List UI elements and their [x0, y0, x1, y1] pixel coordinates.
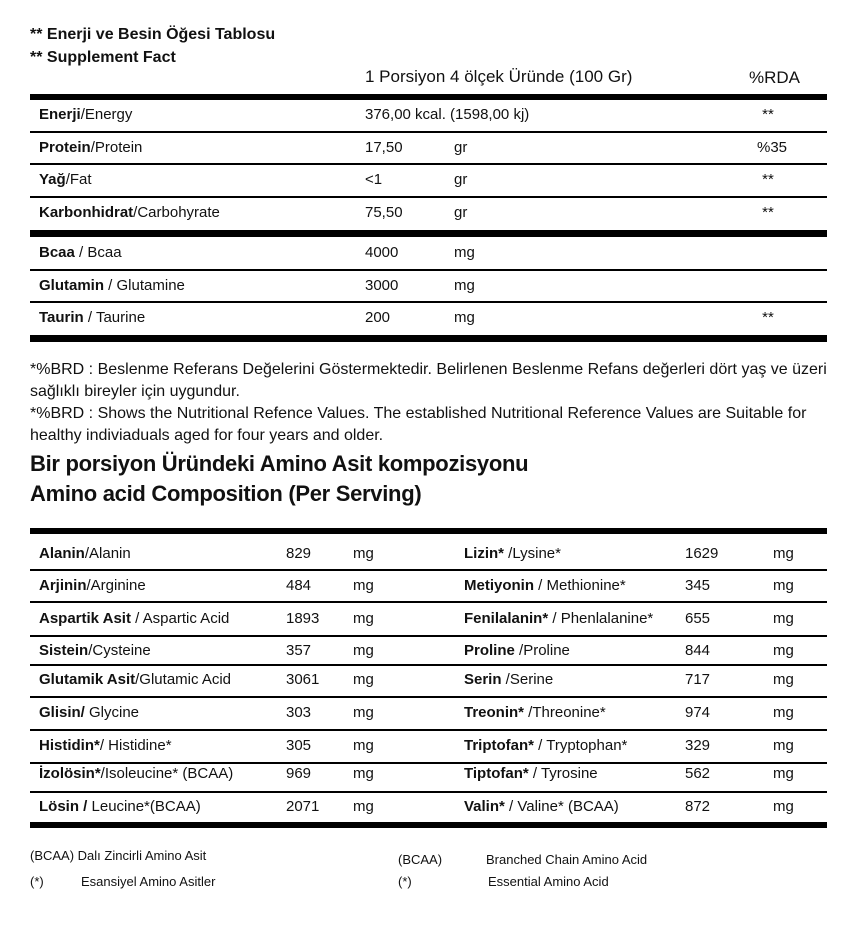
serving-column-header: 1 Porsiyon 4 ölçek Üründe (100 Gr) [365, 67, 633, 86]
amino-left-row-name-bold: Histidin* [39, 737, 100, 754]
amino-right-unit: mg [773, 798, 794, 815]
amino-right-row-name-rest: / Valine* (BCAA) [504, 798, 619, 815]
amino-left-row-name-rest: / Histidine* [99, 737, 172, 754]
amino-right-row-name-rest: /Lysine* [504, 545, 561, 562]
nutrition-rda: ** [762, 204, 774, 221]
nutrition-row-name-bold: Glutamin [39, 277, 105, 294]
divider [30, 335, 827, 342]
note-en: *%BRD : Shows the Nutritional Refence Values. The established Nutritional Reference Values are Suitable for healthy indiviaduals aged for four years and older. [30, 405, 807, 444]
divider [30, 569, 827, 571]
amino-left-row-name-bold: Aspartik Asit [39, 610, 131, 627]
amino-right-value: 655 [685, 610, 711, 627]
footer-bcaa-abbr-en: (BCAA) [398, 852, 443, 867]
divider [30, 230, 827, 237]
nutrition-row-name [39, 139, 142, 156]
footer-bcaa-en: Branched Chain Amino Acid [486, 852, 648, 867]
amino-right-row-name-rest: / Tyrosine [528, 765, 598, 782]
nutrition-rda: ** [762, 309, 774, 326]
amino-right-row-name [464, 577, 626, 594]
footer-star-en: Essential Amino Acid [488, 874, 609, 889]
amino-left-row-name-bold: İzolösin* [39, 765, 101, 782]
amino-right-value: 872 [685, 798, 711, 815]
nutrition-unit: gr [454, 204, 468, 221]
nutrition-row-name [39, 277, 185, 294]
amino-right-row-name-bold: Treonin* [464, 704, 525, 721]
nutrition-unit: gr [454, 139, 468, 156]
amino-right-row-name-bold: Proline [464, 642, 515, 659]
amino-right-value: 329 [685, 737, 711, 754]
divider [30, 94, 827, 100]
amino-left-value: 484 [286, 577, 312, 594]
amino-left-row-name [39, 798, 201, 815]
amino-right-row-name [464, 704, 606, 721]
amino-left-value: 357 [286, 642, 312, 659]
amino-right-row-name-rest: /Proline [514, 642, 570, 659]
nutrition-rda: %35 [757, 139, 788, 156]
nutrition-rda: ** [762, 106, 774, 123]
amino-right-row-name-bold: Fenilalanin* [464, 610, 549, 627]
amino-right-value: 844 [685, 642, 711, 659]
nutrition-row-name-rest: /Protein [90, 139, 143, 156]
amino-left-row-name [39, 577, 146, 594]
amino-left-row-name-bold: Sistein [39, 642, 89, 659]
amino-right-row-name-bold: Tiptofan* [464, 765, 529, 782]
amino-right-row-name-rest: / Methionine* [534, 577, 626, 594]
amino-right-row-name-bold: Valin* [464, 798, 505, 815]
nutrition-row-name-bold: Taurin [39, 309, 84, 326]
nutrition-unit: gr [454, 171, 468, 188]
title-en: ** Supplement Fact [30, 49, 176, 66]
nutrition-value: 75,50 [365, 204, 403, 221]
nutrition-row-name [39, 171, 92, 188]
nutrition-row-name-bold: Yağ [39, 171, 66, 188]
nutrition-row-name [39, 244, 122, 261]
nutrition-rda: ** [762, 171, 774, 188]
nutrition-value: 17,50 [365, 139, 403, 156]
amino-right-row-name [464, 737, 627, 754]
amino-right-unit: mg [773, 704, 794, 721]
amino-left-row-name-rest: Leucine*(BCAA) [87, 798, 201, 815]
nutrition-row-name [39, 309, 145, 326]
amino-right-row-name-rest: / Phenlalanine* [548, 610, 654, 627]
divider [30, 696, 827, 698]
amino-left-row-name [39, 737, 172, 754]
nutrition-row-name-bold: Karbonhidrat [39, 204, 134, 221]
amino-left-row-name-rest: /Arginine [86, 577, 146, 594]
amino-left-row-name [39, 610, 229, 627]
amino-left-row-name [39, 545, 131, 562]
amino-left-unit: mg [353, 671, 374, 688]
amino-right-value: 345 [685, 577, 711, 594]
amino-left-row-name [39, 642, 151, 659]
nutrition-unit: mg [454, 277, 475, 294]
amino-right-row-name-bold: Serin [464, 671, 502, 688]
amino-right-row-name-rest: /Serine [501, 671, 554, 688]
amino-right-row-name [464, 671, 553, 688]
divider [30, 196, 827, 198]
amino-right-unit: mg [773, 765, 794, 782]
amino-left-unit: mg [353, 765, 374, 782]
nutrition-row-name [39, 106, 132, 123]
divider [30, 131, 827, 133]
amino-title-en: Amino acid Composition (Per Serving) [30, 481, 422, 506]
amino-left-value: 3061 [286, 671, 320, 688]
title-tr: ** Enerji ve Besin Öğesi Tablosu [30, 26, 276, 43]
amino-right-row-name [464, 765, 598, 782]
amino-right-row-name [464, 642, 570, 659]
nutrition-row-name-rest: /Fat [65, 171, 92, 188]
amino-left-row-name-bold: Glutamik Asit [39, 671, 136, 688]
amino-left-unit: mg [353, 704, 374, 721]
amino-left-value: 829 [286, 545, 312, 562]
nutrition-row-name-rest: / Bcaa [74, 244, 122, 261]
amino-left-unit: mg [353, 737, 374, 754]
note-tr: *%BRD : Beslenme Referans Değelerini Göstermektedir. Belirlenen Beslenme Refans değerleri dört yaş ve üzeri sağlıklı bireyler için uygundur. [30, 361, 827, 400]
divider [30, 601, 827, 603]
amino-right-unit: mg [773, 671, 794, 688]
amino-left-value: 2071 [286, 798, 320, 815]
nutrition-row-name-rest: / Taurine [83, 309, 146, 326]
divider [30, 269, 827, 271]
divider [30, 664, 827, 666]
nutrition-unit: mg [454, 244, 475, 261]
rda-column-header: %RDA [749, 68, 801, 87]
amino-right-value: 717 [685, 671, 711, 688]
nutrition-unit: mg [454, 309, 475, 326]
amino-left-row-name-rest: /Glutamic Acid [135, 671, 232, 688]
amino-left-value: 969 [286, 765, 312, 782]
divider [30, 635, 827, 637]
nutrition-value: 3000 [365, 277, 399, 294]
amino-left-row-name-rest: / Aspartic Acid [130, 610, 230, 627]
amino-right-row-name [464, 610, 653, 627]
amino-left-row-name-rest: /Cysteine [88, 642, 151, 659]
amino-right-row-name-rest: / Tryptophan* [534, 737, 628, 754]
amino-left-row-name [39, 765, 233, 782]
footer-star-symbol-tr: (*) [30, 874, 44, 889]
amino-left-row-name-bold: Lösin / [39, 798, 88, 815]
footer-bcaa-tr: (BCAA) Dalı Zincirli Amino Asit [30, 848, 207, 863]
divider [30, 822, 827, 828]
nutrition-row-name-bold: Enerji [39, 106, 81, 123]
amino-left-row-name-rest: /Isoleucine* (BCAA) [100, 765, 234, 782]
nutrition-row-name-bold: Bcaa [39, 244, 75, 261]
divider [30, 528, 827, 534]
amino-left-unit: mg [353, 642, 374, 659]
amino-left-value: 305 [286, 737, 312, 754]
amino-left-row-name-bold: Alanin [39, 545, 85, 562]
divider [30, 301, 827, 303]
amino-left-row-name-rest: Glycine [84, 704, 140, 721]
amino-title-tr: Bir porsiyon Üründeki Amino Asit kompozisyonu [30, 451, 529, 476]
amino-left-row-name-rest: /Alanin [84, 545, 131, 562]
amino-left-unit: mg [353, 798, 374, 815]
amino-right-row-name [464, 545, 561, 562]
amino-right-row-name [464, 798, 619, 815]
amino-right-value: 1629 [685, 545, 719, 562]
amino-left-unit: mg [353, 610, 374, 627]
amino-right-unit: mg [773, 642, 794, 659]
amino-right-row-name-bold: Lizin* [464, 545, 504, 562]
amino-left-row-name [39, 671, 231, 688]
amino-left-row-name-bold: Arjinin [39, 577, 87, 594]
divider [30, 762, 827, 764]
amino-left-row-name-bold: Glisin/ [39, 704, 85, 721]
nutrition-row-name-rest: / Glutamine [104, 277, 185, 294]
nutrition-value: <1 [365, 171, 383, 188]
nutrition-row-name-rest: /Energy [80, 106, 133, 123]
nutrition-row-name-rest: /Carbohyrate [133, 204, 220, 221]
divider [30, 163, 827, 165]
nutrition-row-name-bold: Protein [39, 139, 91, 156]
amino-right-unit: mg [773, 610, 794, 627]
amino-left-unit: mg [353, 577, 374, 594]
amino-right-row-name-bold: Triptofan* [464, 737, 534, 754]
divider [30, 729, 827, 731]
amino-left-value: 303 [286, 704, 312, 721]
nutrition-value: 200 [365, 309, 391, 326]
amino-left-unit: mg [353, 545, 374, 562]
amino-right-unit: mg [773, 737, 794, 754]
amino-right-unit: mg [773, 545, 794, 562]
amino-right-value: 974 [685, 704, 711, 721]
nutrition-value: 4000 [365, 244, 399, 261]
amino-left-value: 1893 [286, 610, 320, 627]
divider [30, 791, 827, 793]
footer-star-tr: Esansiyel Amino Asitler [81, 874, 216, 889]
amino-right-value: 562 [685, 765, 711, 782]
amino-right-unit: mg [773, 577, 794, 594]
footer-star-symbol-en: (*) [398, 874, 412, 889]
amino-right-row-name-rest: /Threonine* [524, 704, 606, 721]
nutrition-value: 376,00 kcal. (1598,00 kj) [365, 106, 530, 123]
nutrition-row-name [39, 204, 220, 221]
amino-left-row-name [39, 704, 139, 721]
amino-right-row-name-bold: Metiyonin [464, 577, 534, 594]
